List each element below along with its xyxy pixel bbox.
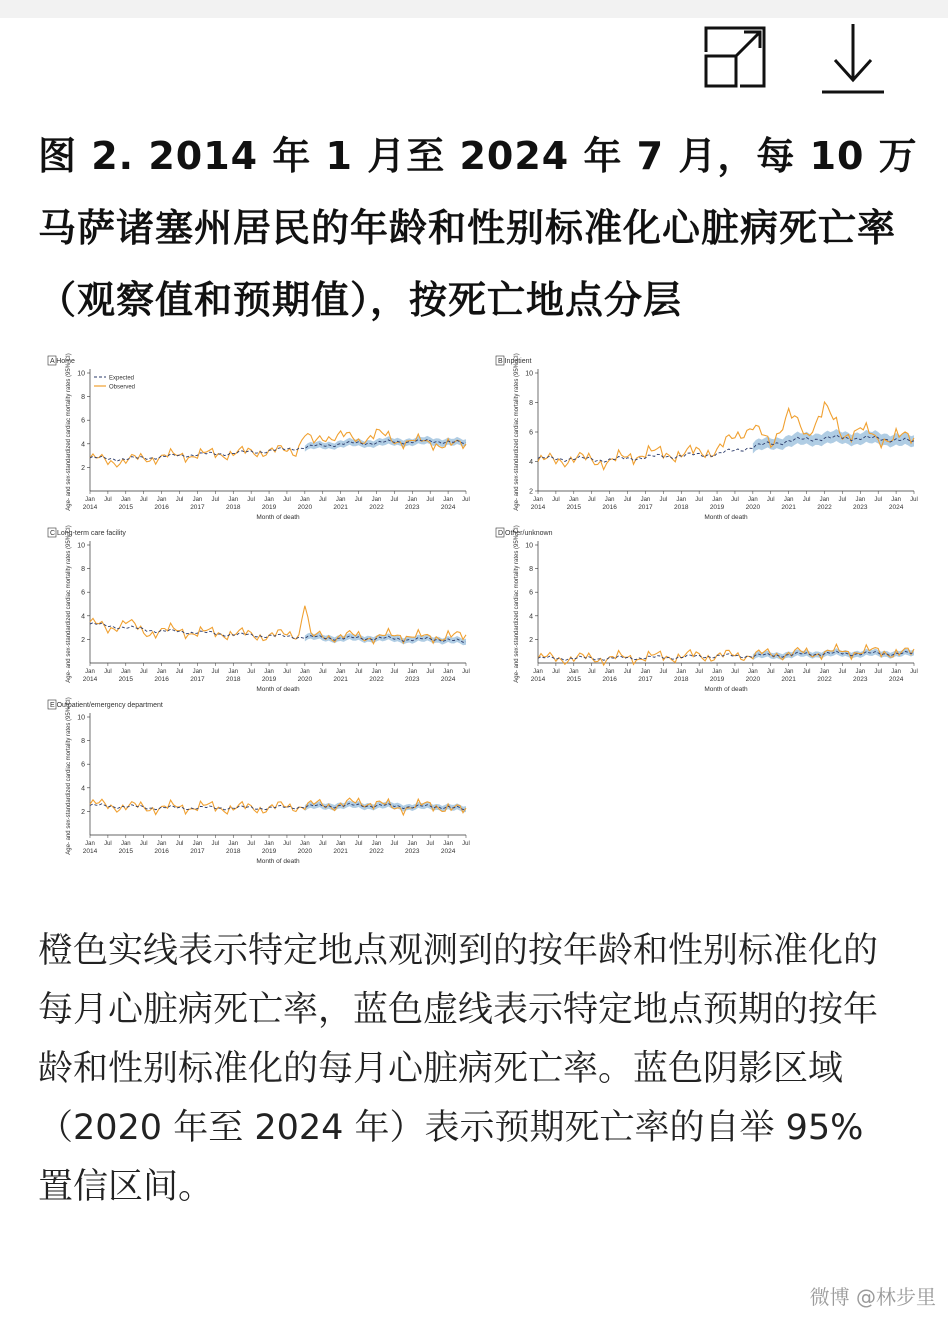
x-tick-label: Jan [335, 497, 346, 503]
panel-inpatient [486, 351, 922, 523]
panel-long-term-care [38, 523, 474, 695]
y-tick-label: 8 [81, 394, 85, 402]
x-year-label: 2024 [440, 848, 456, 855]
y-tick-label: 10 [77, 370, 85, 378]
x-tick-label: Jul [426, 497, 435, 503]
x-year-label: 2017 [190, 504, 205, 511]
x-tick-label: Jan [676, 497, 687, 503]
x-tick-label: Jul [139, 669, 148, 675]
x-axis-label: Month of death [704, 514, 748, 521]
x-tick-label: Jul [731, 497, 739, 503]
y-tick-label: 2 [81, 636, 85, 644]
x-tick-label: Jul [802, 497, 811, 503]
x-year-label: 2019 [261, 504, 277, 511]
x-axis-label: Month of death [256, 514, 300, 521]
y-tick-label: 4 [81, 613, 85, 621]
y-tick-label: 6 [81, 417, 85, 425]
x-tick-label: Jan [120, 669, 131, 675]
x-year-label: 2020 [297, 676, 313, 683]
y-tick-label: 8 [81, 566, 85, 574]
x-year-label: 2019 [261, 676, 277, 683]
panel-title: A Home [50, 358, 75, 365]
x-year-label: 2018 [226, 676, 241, 683]
x-year-label: 2020 [297, 848, 313, 855]
x-year-label: 2024 [888, 676, 904, 683]
x-tick-label: Jul [910, 669, 918, 675]
x-tick-label: Jul [462, 497, 470, 503]
x-tick-label: Jan [156, 497, 167, 503]
x-year-label: 2022 [817, 504, 832, 511]
y-tick-label: 2 [81, 464, 85, 472]
chart-home [38, 351, 474, 523]
x-tick-label: Jul [283, 669, 291, 675]
x-tick-label: Jan [85, 497, 95, 503]
x-tick-label: Jan [783, 497, 794, 503]
x-tick-label: Jan [371, 497, 382, 503]
x-year-label: 2017 [190, 848, 205, 855]
y-tick-label: 2 [529, 636, 533, 644]
x-tick-label: Jan [335, 669, 346, 675]
x-tick-label: Jan [819, 669, 830, 675]
x-tick-label: Jul [587, 497, 596, 503]
x-tick-label: Jan [891, 497, 901, 503]
x-tick-label: Jan [748, 669, 758, 675]
x-year-label: 2016 [154, 504, 169, 511]
x-tick-label: Jul [390, 497, 399, 503]
chart-inpatient [486, 351, 922, 523]
x-year-label: 2018 [226, 504, 241, 511]
x-tick-label: Jul [587, 669, 596, 675]
download-icon [818, 22, 888, 96]
x-tick-label: Jan [712, 669, 722, 675]
x-tick-label: Jul [552, 497, 560, 503]
x-year-label: 2014 [530, 676, 546, 683]
x-year-label: 2016 [154, 676, 169, 683]
x-tick-label: Jan [228, 669, 239, 675]
y-tick-label: 8 [81, 738, 85, 746]
x-tick-label: Jan [407, 669, 418, 675]
watermark: 微博 @林步里 [810, 1281, 936, 1310]
x-tick-label: Jan [156, 841, 167, 847]
x-tick-label: Jan [443, 497, 453, 503]
x-year-label: 2023 [405, 504, 420, 511]
y-axis-label: Age- and sex-standardized cardiac mortality rates (95% CI) [66, 353, 72, 511]
y-tick-label: 4 [81, 441, 85, 449]
x-tick-label: Jan [192, 669, 203, 675]
panel-title: B Inpatient [498, 358, 532, 365]
x-year-label: 2015 [566, 676, 582, 683]
x-year-label: 2014 [530, 504, 546, 511]
x-tick-label: Jan [676, 669, 687, 675]
x-tick-label: Jan [192, 497, 203, 503]
x-tick-label: Jan [264, 841, 274, 847]
x-tick-label: Jan [371, 841, 382, 847]
x-tick-label: Jan [819, 497, 830, 503]
x-tick-label: Jan [891, 669, 901, 675]
x-year-label: 2014 [82, 848, 98, 855]
x-year-label: 2024 [440, 676, 456, 683]
x-tick-label: Jan [533, 669, 543, 675]
x-tick-label: Jul [211, 841, 220, 847]
x-tick-label: Jan [264, 497, 274, 503]
x-year-label: 2023 [853, 676, 868, 683]
expand-icon [700, 22, 770, 96]
top-bar [0, 0, 948, 18]
x-year-label: 2019 [709, 676, 725, 683]
x-tick-label: Jan [783, 669, 794, 675]
x-tick-label: Jul [426, 841, 435, 847]
download-button[interactable] [818, 22, 888, 96]
legend-label-expected: Expected [109, 375, 135, 382]
x-tick-label: Jul [552, 669, 560, 675]
x-tick-label: Jan [120, 841, 131, 847]
y-axis-label: Age- and sex-standardized cardiac mortality rates (95% CI) [514, 353, 520, 511]
x-tick-label: Jan [335, 841, 346, 847]
x-tick-label: Jul [426, 669, 435, 675]
x-year-label: 2016 [154, 848, 169, 855]
x-year-label: 2018 [674, 676, 689, 683]
ci-band [753, 429, 914, 454]
x-year-label: 2021 [333, 504, 348, 511]
x-tick-label: Jul [910, 497, 918, 503]
x-year-label: 2023 [405, 848, 420, 855]
x-year-label: 2015 [118, 676, 134, 683]
y-tick-label: 6 [529, 589, 533, 597]
x-tick-label: Jul [462, 669, 470, 675]
x-year-label: 2022 [369, 848, 384, 855]
panel-outpatient-ed [38, 695, 474, 867]
x-tick-label: Jan [604, 497, 615, 503]
x-tick-label: Jan [443, 841, 453, 847]
x-tick-label: Jul [104, 841, 112, 847]
y-axis-label: Age- and sex-standardized cardiac mortality rates (95% CI) [66, 525, 72, 683]
panel-home [38, 351, 474, 523]
x-tick-label: Jan [640, 497, 651, 503]
x-tick-label: Jan [712, 497, 722, 503]
x-year-label: 2016 [602, 504, 617, 511]
y-tick-label: 8 [529, 400, 533, 407]
x-year-label: 2023 [405, 676, 420, 683]
x-tick-label: Jul [318, 669, 327, 675]
x-year-label: 2017 [638, 504, 653, 511]
x-tick-label: Jan [120, 497, 131, 503]
x-tick-label: Jan [855, 669, 866, 675]
x-year-label: 2014 [82, 504, 98, 511]
x-tick-label: Jul [283, 841, 291, 847]
x-tick-label: Jul [175, 841, 184, 847]
y-tick-label: 2 [529, 488, 533, 496]
x-tick-label: Jan [300, 669, 310, 675]
x-axis-label: Month of death [256, 686, 300, 693]
x-tick-label: Jul [390, 669, 399, 675]
x-tick-label: Jan [264, 669, 274, 675]
x-tick-label: Jul [283, 497, 291, 503]
x-tick-label: Jan [568, 669, 579, 675]
x-tick-label: Jan [407, 841, 418, 847]
x-tick-label: Jul [354, 497, 363, 503]
x-tick-label: Jul [874, 497, 883, 503]
x-year-label: 2014 [82, 676, 98, 683]
x-tick-label: Jul [695, 497, 703, 503]
x-tick-label: Jul [390, 841, 399, 847]
x-tick-label: Jul [731, 669, 739, 675]
x-tick-label: Jul [766, 669, 775, 675]
x-tick-label: Jul [247, 841, 255, 847]
x-tick-label: Jan [443, 669, 453, 675]
x-tick-label: Jan [300, 497, 310, 503]
x-year-label: 2020 [745, 504, 761, 511]
y-tick-label: 4 [529, 459, 533, 466]
x-tick-label: Jan [85, 669, 95, 675]
x-year-label: 2021 [333, 676, 348, 683]
chart-other-unknown [486, 523, 922, 695]
y-tick-label: 4 [81, 785, 85, 793]
x-tick-label: Jan [371, 669, 382, 675]
x-year-label: 2019 [261, 848, 277, 855]
x-year-label: 2022 [369, 676, 384, 683]
x-year-label: 2021 [781, 504, 796, 511]
x-year-label: 2018 [226, 848, 241, 855]
chart-outpatient-ed [38, 695, 474, 867]
x-year-label: 2016 [602, 676, 617, 683]
panel-title: D Other/unknown [498, 530, 553, 537]
x-year-label: 2021 [781, 676, 796, 683]
x-year-label: 2020 [745, 676, 761, 683]
x-tick-label: Jan [228, 841, 239, 847]
y-tick-label: 8 [529, 566, 533, 574]
y-axis-label: Age- and sex-standardized cardiac mortality rates (95% CI) [514, 525, 520, 683]
x-tick-label: Jul [175, 669, 184, 675]
y-tick-label: 10 [77, 714, 85, 722]
figure-title: 图 2. 2014 年 1 月至 2024 年 7 月，每 10 万马萨诸塞州居民的年龄和性别标准化心脏病死亡率（观察值和预期值），按死亡地点分层 [38, 134, 918, 322]
y-tick-label: 10 [525, 542, 533, 550]
x-tick-label: Jul [104, 497, 112, 503]
x-tick-label: Jul [247, 497, 255, 503]
x-tick-label: Jul [211, 669, 220, 675]
x-tick-label: Jul [104, 669, 112, 675]
x-tick-label: Jul [695, 669, 703, 675]
x-tick-label: Jul [623, 497, 632, 503]
x-tick-label: Jul [211, 497, 220, 503]
x-tick-label: Jan [604, 669, 615, 675]
x-year-label: 2021 [333, 848, 348, 855]
y-axis-label: Age- and sex-standardized cardiac mortality rates (95% CI) [66, 697, 72, 855]
x-tick-label: Jul [838, 669, 847, 675]
x-tick-label: Jan [85, 841, 95, 847]
x-tick-label: Jul [175, 497, 184, 503]
y-tick-label: 10 [525, 370, 533, 378]
x-year-label: 2023 [853, 504, 868, 511]
panel-title: E Outpatient/emergency department [50, 702, 163, 709]
expand-button[interactable] [700, 22, 770, 96]
x-tick-label: Jul [354, 841, 363, 847]
x-tick-label: Jul [462, 841, 470, 847]
x-tick-label: Jul [838, 497, 847, 503]
x-year-label: 2020 [297, 504, 313, 511]
x-tick-label: Jan [533, 497, 543, 503]
x-year-label: 2015 [566, 504, 582, 511]
x-tick-label: Jan [407, 497, 418, 503]
y-tick-label: 6 [81, 761, 85, 769]
x-year-label: 2024 [440, 504, 456, 511]
y-tick-label: 2 [81, 808, 85, 816]
x-tick-label: Jul [247, 669, 255, 675]
x-tick-label: Jul [623, 669, 632, 675]
x-tick-label: Jan [855, 497, 866, 503]
x-tick-label: Jan [192, 841, 203, 847]
x-year-label: 2024 [888, 504, 904, 511]
y-tick-label: 4 [529, 613, 533, 621]
x-tick-label: Jul [354, 669, 363, 675]
x-tick-label: Jul [802, 669, 811, 675]
y-tick-label: 6 [529, 429, 533, 437]
x-tick-label: Jul [874, 669, 883, 675]
x-year-label: 2017 [190, 676, 205, 683]
figure-caption: 橙色实线表示特定地点观测到的按年龄和性别标准化的每月心脏病死亡率，蓝色虚线表示特定地点预期的按年龄和性别标准化的每月心脏病死亡率。蓝色阴影区域（2020 年至 2024 年）表示预期死亡率的自举 95% 置信区间。 [38, 931, 879, 1207]
x-year-label: 2022 [369, 504, 384, 511]
x-tick-label: Jul [659, 497, 668, 503]
x-year-label: 2018 [674, 504, 689, 511]
x-year-label: 2015 [118, 504, 134, 511]
x-year-label: 2022 [817, 676, 832, 683]
x-tick-label: Jan [748, 497, 758, 503]
chart-long-term-care [38, 523, 474, 695]
x-year-label: 2017 [638, 676, 653, 683]
panel-title: C Long-term care facility [50, 530, 126, 537]
y-tick-label: 10 [77, 542, 85, 550]
x-tick-label: Jul [139, 841, 148, 847]
x-year-label: 2015 [118, 848, 134, 855]
ci-band [305, 436, 466, 452]
x-tick-label: Jul [318, 497, 327, 503]
figure-panels [38, 345, 918, 875]
panel-other-unknown [486, 523, 922, 695]
x-tick-label: Jan [300, 841, 310, 847]
x-tick-label: Jul [139, 497, 148, 503]
legend-label-observed: Observed [109, 384, 136, 391]
x-tick-label: Jan [640, 669, 651, 675]
x-tick-label: Jan [228, 497, 239, 503]
x-axis-label: Month of death [704, 686, 748, 693]
x-tick-label: Jan [568, 497, 579, 503]
x-tick-label: Jul [659, 669, 668, 675]
y-tick-label: 6 [81, 589, 85, 597]
x-axis-label: Month of death [256, 858, 300, 865]
x-tick-label: Jul [318, 841, 327, 847]
x-year-label: 2019 [709, 504, 725, 511]
x-tick-label: Jan [156, 669, 167, 675]
x-tick-label: Jul [766, 497, 775, 503]
